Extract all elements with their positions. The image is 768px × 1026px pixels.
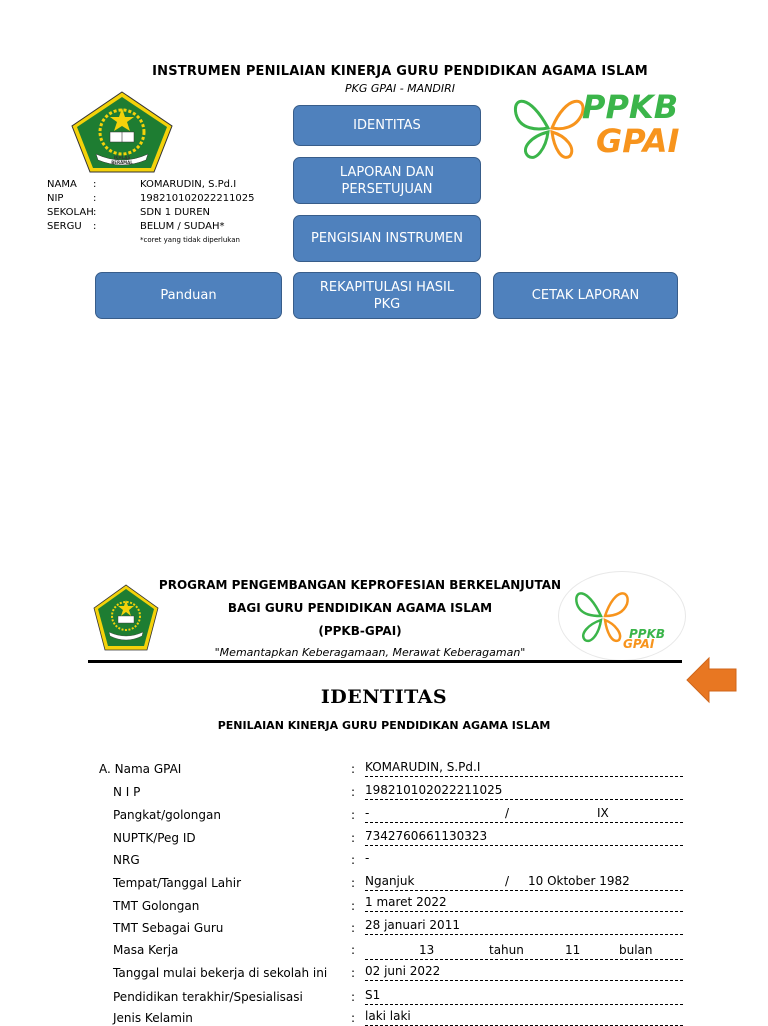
info-label-sergu: SERGU xyxy=(47,221,82,232)
rekapitulasi-button[interactable] xyxy=(293,272,481,319)
value-pendidikan xyxy=(365,988,683,1005)
colon: : xyxy=(351,921,356,935)
header-line-2: BAGI GURU PENDIDIKAN AGAMA ISLAM xyxy=(227,601,493,615)
logo-text-gpai: GPAI xyxy=(596,122,680,160)
info-value-sekolah: SDN 1 DUREN xyxy=(140,207,211,218)
motto: "Memantapkan Keberagamaan, Merawat Keberagaman" xyxy=(214,646,526,659)
info-label-sekolah: SEKOLAH xyxy=(47,207,94,218)
colon: : xyxy=(351,1011,356,1025)
separator: / xyxy=(505,874,510,888)
identitas-title: IDENTITAS xyxy=(320,686,448,708)
ppkb-gpai-logo-small xyxy=(558,571,686,661)
colon: : xyxy=(351,831,356,845)
value-nama xyxy=(365,760,683,777)
label-pangkat: Pangkat/golongan xyxy=(113,808,221,822)
value-masa-kerja xyxy=(365,943,683,960)
emblem-banner-text: IKHLAS BERAMAL xyxy=(111,155,133,165)
value-nuptk-text: 7342760661130323 xyxy=(365,829,488,843)
info-colon: : xyxy=(93,207,97,218)
info-value-nip: 198210102022211025 xyxy=(140,193,255,204)
info-labels xyxy=(47,178,97,234)
laporan-persetujuan-button[interactable] xyxy=(293,157,481,204)
colon: : xyxy=(351,943,356,957)
value-nuptk xyxy=(365,829,683,846)
label-nama: A. Nama GPAI xyxy=(99,762,182,776)
value-nip-text: 198210102022211025 xyxy=(365,783,503,797)
label-tmt-golongan: TMT Golongan xyxy=(113,899,200,913)
kemenag-emblem xyxy=(70,90,174,174)
info-colons xyxy=(93,178,96,234)
separator: / xyxy=(505,806,510,820)
value-tmt-guru-text: 28 januari 2011 xyxy=(365,918,460,932)
value-ttl xyxy=(365,874,683,891)
logo-text-ppkb: PPKB xyxy=(582,88,679,126)
label-pendidikan: Pendidikan terakhir/Spesialisasi xyxy=(113,990,303,1004)
logo-small-ppkb: PPKB xyxy=(629,627,666,641)
value-tanggal-lahir-text: 10 Oktober 1982 xyxy=(528,874,630,888)
value-tmt-golongan-text: 1 maret 2022 xyxy=(365,895,447,909)
label-ttl: Tempat/Tanggal Lahir xyxy=(113,876,242,890)
info-colon: : xyxy=(93,179,97,190)
value-mulai-bekerja xyxy=(365,964,683,981)
colon: : xyxy=(351,966,356,980)
label-tmt-guru: TMT Sebagai Guru xyxy=(113,921,224,935)
kemenag-emblem-small xyxy=(93,584,159,652)
ppkb-gpai-logo xyxy=(510,88,700,164)
colon: : xyxy=(351,808,356,822)
value-nrg xyxy=(365,851,683,867)
info-value-nama: KOMARUDIN, S.Pd.I xyxy=(140,179,237,190)
value-jk-text: laki laki xyxy=(365,1009,411,1023)
value-pangkat xyxy=(365,806,683,823)
info-colon: : xyxy=(93,193,97,204)
value-months: 11 xyxy=(565,943,581,957)
rekap-button-label: REKAPITULASI HASIL PKG xyxy=(319,279,455,312)
info-colon: : xyxy=(93,221,97,232)
colon: : xyxy=(351,785,356,799)
label-masa-kerja: Masa Kerja xyxy=(113,943,179,957)
laporan-button-label: LAPORAN DAN PERSETUJUAN xyxy=(339,164,435,197)
colon: : xyxy=(351,899,356,913)
instrument-subtitle: PKG GPAI - MANDIRI xyxy=(344,82,456,95)
value-years: 13 xyxy=(419,943,435,957)
identitas-button[interactable] xyxy=(293,105,481,146)
value-pangkat-text: - xyxy=(365,806,370,820)
label-bulan: bulan xyxy=(619,943,653,957)
identitas-subtitle: PENILAIAN KINERJA GURU PENDIDIKAN AGAMA ISLAM xyxy=(217,719,551,732)
info-value-sergu: BELUM / SUDAH* xyxy=(140,221,225,232)
label-mulai-bekerja: Tanggal mulai bekerja di sekolah ini xyxy=(113,966,328,980)
header-line-1: PROGRAM PENGEMBANGAN KEPROFESIAN BERKELANJUTAN xyxy=(158,578,562,592)
colon: : xyxy=(351,762,356,776)
panduan-button-label: Panduan xyxy=(160,288,217,303)
label-tahun: tahun xyxy=(489,943,524,957)
value-mulai-text: 02 juni 2022 xyxy=(365,964,441,978)
colon: : xyxy=(351,876,356,890)
instrument-title: INSTRUMEN PENILAIAN KINERJA GURU PENDIDIKAN AGAMA ISLAM xyxy=(152,64,648,79)
value-jenis-kelamin xyxy=(365,1009,683,1026)
value-tempat-text: Nganjuk xyxy=(365,874,415,888)
colon: : xyxy=(351,853,356,867)
label-nip: N I P xyxy=(113,785,141,799)
label-nrg: NRG xyxy=(113,853,140,867)
value-tmt-guru xyxy=(365,918,683,935)
header-divider xyxy=(88,660,682,663)
info-label-nama: NAMA xyxy=(47,179,77,190)
header-line-3: (PPKB-GPAI) xyxy=(318,624,402,638)
panduan-button[interactable] xyxy=(95,272,282,319)
pengisian-instrumen-button[interactable] xyxy=(293,215,481,262)
cetak-laporan-button[interactable] xyxy=(493,272,678,319)
pengisian-button-label: PENGISIAN INSTRUMEN xyxy=(311,231,463,246)
logo-small-gpai: GPAI xyxy=(623,637,655,651)
value-tmt-golongan xyxy=(365,895,683,912)
value-nrg-text: - xyxy=(365,851,370,865)
value-nama-text: KOMARUDIN, S.Pd.I xyxy=(365,760,481,774)
value-pendidikan-text: S1 xyxy=(365,988,381,1002)
info-values xyxy=(140,178,255,246)
colon: : xyxy=(351,990,356,1004)
identitas-button-label: IDENTITAS xyxy=(353,118,421,133)
info-note: *coret yang tidak diperlukan xyxy=(140,236,240,244)
value-golongan-text: IX xyxy=(597,806,609,820)
label-nuptk: NUPTK/Peg ID xyxy=(113,831,196,845)
info-label-nip: NIP xyxy=(47,193,64,204)
value-nip xyxy=(365,783,683,800)
cetak-button-label: CETAK LAPORAN xyxy=(531,288,640,303)
label-jenis-kelamin: Jenis Kelamin xyxy=(113,1011,193,1025)
